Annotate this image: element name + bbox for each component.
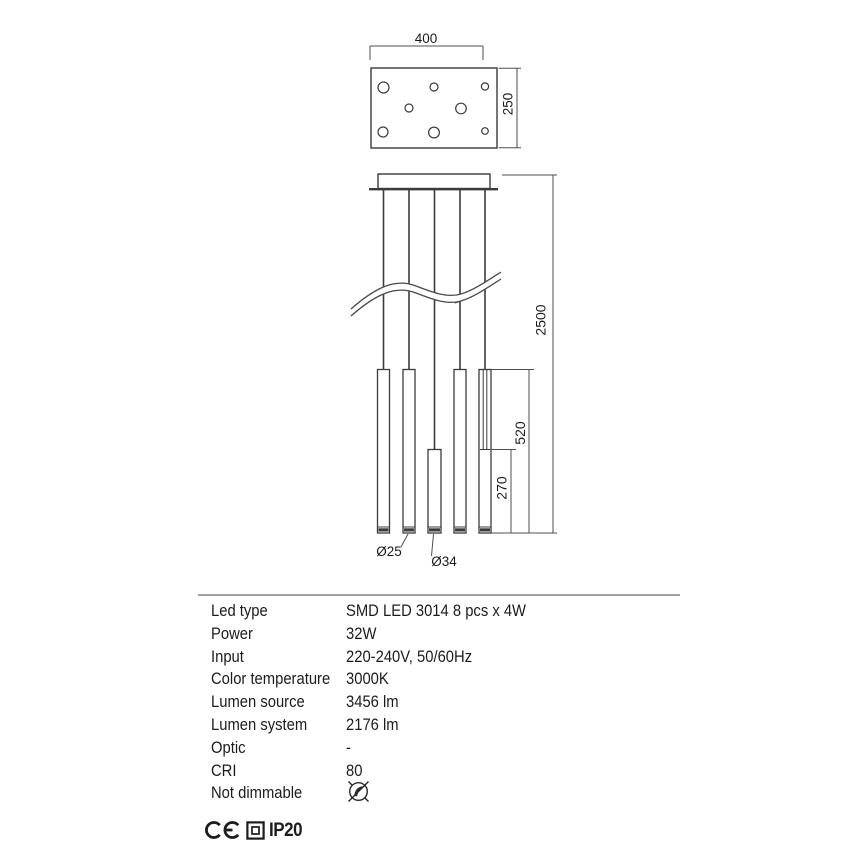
pendant-tube <box>479 370 491 534</box>
spec-label: Input <box>211 646 244 666</box>
break-line <box>351 272 501 316</box>
pendant-tube <box>403 370 415 534</box>
spec-label: Optic <box>211 737 246 757</box>
spec-value: 220-240V, 50/60Hz <box>346 646 473 666</box>
spec-row-lumen-system <box>211 714 681 737</box>
large-diameter-label: Ø34 <box>431 554 457 569</box>
small-diameter-label: Ø25 <box>376 544 402 559</box>
long-tube-label: 520 <box>512 421 529 445</box>
plate-height-label: 250 <box>500 92 516 116</box>
pendant-tube <box>454 370 466 534</box>
spec-row-input <box>211 646 681 669</box>
spec-label: CRI <box>211 760 237 780</box>
class-ii-icon <box>246 821 265 840</box>
mounting-plate <box>371 68 497 148</box>
pendant-tube <box>378 370 390 534</box>
table-top-rule <box>198 594 680 596</box>
spec-value: - <box>346 737 351 757</box>
spec-label: Led type <box>211 601 268 620</box>
spec-label: Lumen system <box>211 714 308 734</box>
spec-label: Lumen source <box>211 692 305 712</box>
spec-value: SMD LED 3014 8 pcs x 4W <box>346 601 527 620</box>
spec-table <box>211 600 681 805</box>
ip-rating-label: IP20 <box>269 818 303 841</box>
certification-row <box>205 819 307 841</box>
not-dimmable-icon <box>346 779 371 804</box>
short-tube-label: 270 <box>493 476 510 500</box>
spec-row-power <box>211 623 681 646</box>
diameter-leader <box>432 534 434 556</box>
spec-label: Color temperature <box>211 669 331 689</box>
dimension-plate-width <box>370 46 483 60</box>
spec-row-lumen-source <box>211 691 681 714</box>
spec-label: Power <box>211 623 253 643</box>
spec-row-not-dimmable <box>211 782 681 805</box>
spec-value: 80 <box>346 760 363 780</box>
pendant-tube-short <box>428 450 441 534</box>
spec-value: 3456 lm <box>346 692 399 712</box>
spec-row-optic <box>211 737 681 760</box>
diameter-leader <box>401 534 408 547</box>
side-view <box>351 174 501 533</box>
suspension-wires <box>384 190 486 450</box>
ce-mark-icon <box>205 820 242 840</box>
top-view <box>371 68 497 148</box>
tube-end-fills <box>379 528 491 531</box>
canopy <box>378 174 490 189</box>
spec-label: Not dimmable <box>211 783 303 803</box>
overall-drop-label: 2500 <box>532 304 549 336</box>
spec-value: 3000K <box>346 669 389 689</box>
plate-width-label: 400 <box>414 31 438 46</box>
spec-row-color-temperature <box>211 668 681 691</box>
spec-value: 32W <box>346 623 377 643</box>
spec-value: 2176 lm <box>346 714 399 734</box>
dimension-long-tube <box>491 370 534 534</box>
spec-row-cri <box>211 760 681 783</box>
spec-row-led-type <box>211 600 681 623</box>
